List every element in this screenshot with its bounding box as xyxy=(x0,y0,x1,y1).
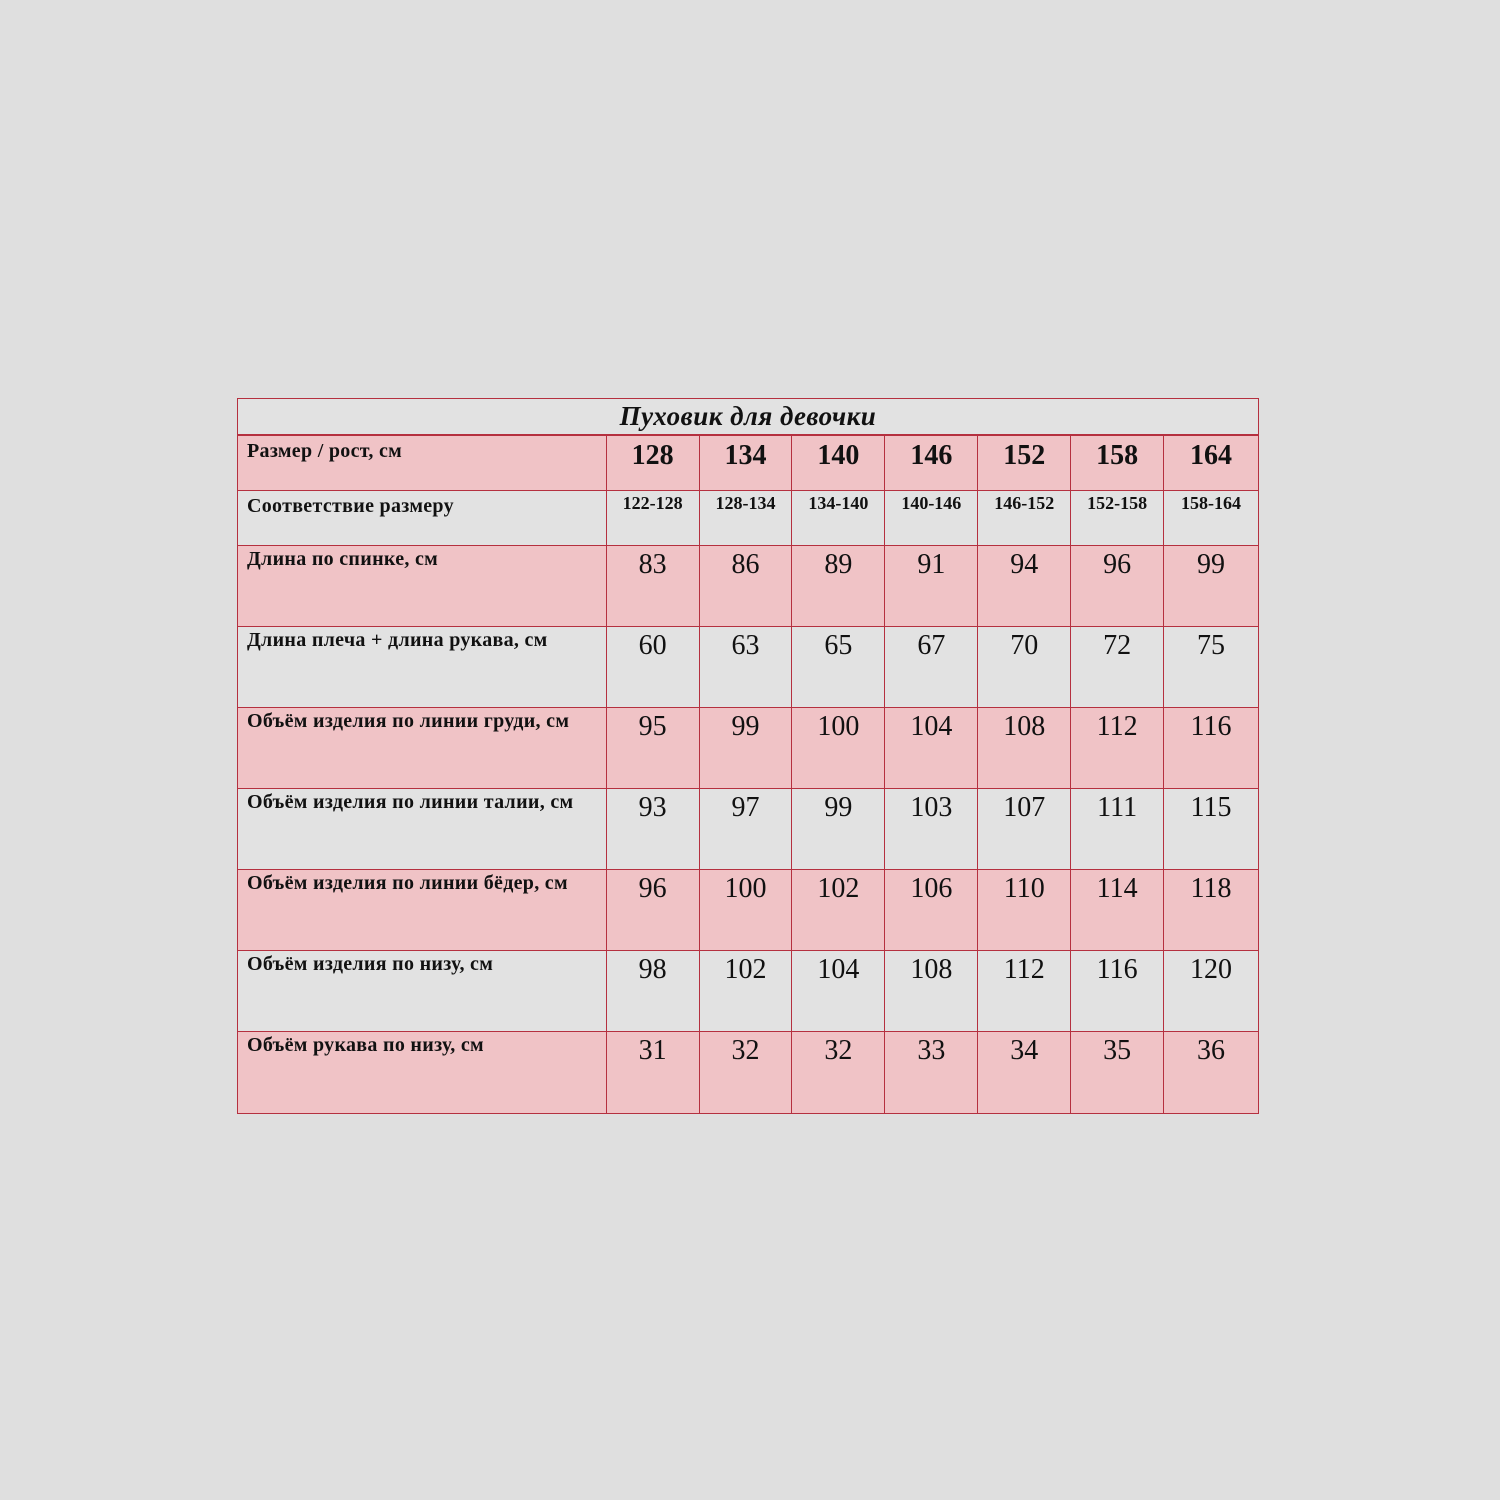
table-body xyxy=(238,436,1258,1113)
chest-volume-row xyxy=(238,708,1258,789)
table-cell: 120 xyxy=(1190,954,1233,985)
table-cell: 94 xyxy=(978,546,1071,626)
table-cell: 98 xyxy=(607,951,700,1031)
table-cell: 89 xyxy=(792,546,885,626)
table-cell: 140 xyxy=(792,436,885,490)
table-cell: 70 xyxy=(978,627,1071,707)
table-cell: 33 xyxy=(885,1032,978,1113)
row-label: Длина по спинке, см xyxy=(238,546,607,626)
table-cell: 95 xyxy=(607,708,700,788)
table-cell: 32 xyxy=(792,1032,885,1113)
table-cell: 128-134 xyxy=(700,491,793,545)
table-cell: 140-146 xyxy=(885,491,978,545)
table-title: Пуховик для девочки xyxy=(619,401,877,431)
size-correspondence-row xyxy=(238,491,1258,546)
table-cell: 152-158 xyxy=(1071,491,1164,545)
table-cell: 112 xyxy=(1071,708,1164,788)
table-cell: 99 xyxy=(1197,549,1226,580)
table-cell: 116 xyxy=(1071,951,1164,1031)
table-cell: 36 xyxy=(1197,1035,1226,1066)
row-label: Объём рукава по низу, см xyxy=(238,1032,607,1113)
row-label: Объём изделия по линии бёдер, см xyxy=(238,870,607,950)
table-cell: 108 xyxy=(978,708,1071,788)
bottom-volume-row xyxy=(238,951,1258,1032)
table-cell: 32 xyxy=(700,1032,793,1113)
table-cell: 99 xyxy=(792,789,885,869)
table-cell: 91 xyxy=(885,546,978,626)
table-cell: 103 xyxy=(885,789,978,869)
table-cell: 110 xyxy=(978,870,1071,950)
table-cell: 111 xyxy=(1071,789,1164,869)
table-cell: 122-128 xyxy=(607,491,700,545)
table-cell: 97 xyxy=(700,789,793,869)
row-label: Соответствие размеру xyxy=(238,491,607,545)
table-cell: 99 xyxy=(700,708,793,788)
table-cell: 146 xyxy=(885,436,978,490)
table-cell: 31 xyxy=(607,1032,700,1113)
table-cell: 116 xyxy=(1190,711,1232,742)
table-cell: 134-140 xyxy=(792,491,885,545)
table-cell: 152 xyxy=(978,436,1071,490)
table-cell: 65 xyxy=(792,627,885,707)
sleeve-bottom-volume-row xyxy=(238,1032,1258,1113)
table-cell: 146-152 xyxy=(978,491,1071,545)
size-height-row xyxy=(238,436,1258,491)
table-cell: 158 xyxy=(1071,436,1164,490)
table-cell: 134 xyxy=(700,436,793,490)
row-label: Размер / рост, см xyxy=(238,436,607,490)
table-cell: 118 xyxy=(1190,873,1232,904)
table-cell: 164 xyxy=(1190,440,1233,471)
shoulder-sleeve-length-row xyxy=(238,627,1258,708)
table-cell: 86 xyxy=(700,546,793,626)
table-cell: 112 xyxy=(978,951,1071,1031)
back-length-row xyxy=(238,546,1258,627)
table-cell: 83 xyxy=(607,546,700,626)
table-cell: 102 xyxy=(700,951,793,1031)
table-cell: 115 xyxy=(1190,792,1232,823)
table-cell: 102 xyxy=(792,870,885,950)
size-table xyxy=(237,398,1259,1114)
table-cell: 128 xyxy=(607,436,700,490)
row-label: Объём изделия по линии талии, см xyxy=(238,789,607,869)
table-cell: 100 xyxy=(792,708,885,788)
table-cell: 106 xyxy=(885,870,978,950)
row-label: Объём изделия по низу, см xyxy=(238,951,607,1031)
table-cell: 96 xyxy=(1071,546,1164,626)
row-label: Объём изделия по линии груди, см xyxy=(238,708,607,788)
table-cell: 104 xyxy=(792,951,885,1031)
row-label: Длина плеча + длина рукава, см xyxy=(238,627,607,707)
table-cell: 108 xyxy=(885,951,978,1031)
table-cell: 63 xyxy=(700,627,793,707)
table-cell: 96 xyxy=(607,870,700,950)
table-cell: 104 xyxy=(885,708,978,788)
table-cell: 35 xyxy=(1071,1032,1164,1113)
table-cell: 34 xyxy=(978,1032,1071,1113)
hip-volume-row xyxy=(238,870,1258,951)
table-title-row xyxy=(238,399,1258,436)
table-cell: 60 xyxy=(607,627,700,707)
table-cell: 158-164 xyxy=(1181,493,1242,513)
table-cell: 107 xyxy=(978,789,1071,869)
waist-volume-row xyxy=(238,789,1258,870)
table-cell: 72 xyxy=(1071,627,1164,707)
table-cell: 75 xyxy=(1197,630,1226,661)
table-cell: 67 xyxy=(885,627,978,707)
table-cell: 114 xyxy=(1071,870,1164,950)
table-cell: 100 xyxy=(700,870,793,950)
table-cell: 93 xyxy=(607,789,700,869)
